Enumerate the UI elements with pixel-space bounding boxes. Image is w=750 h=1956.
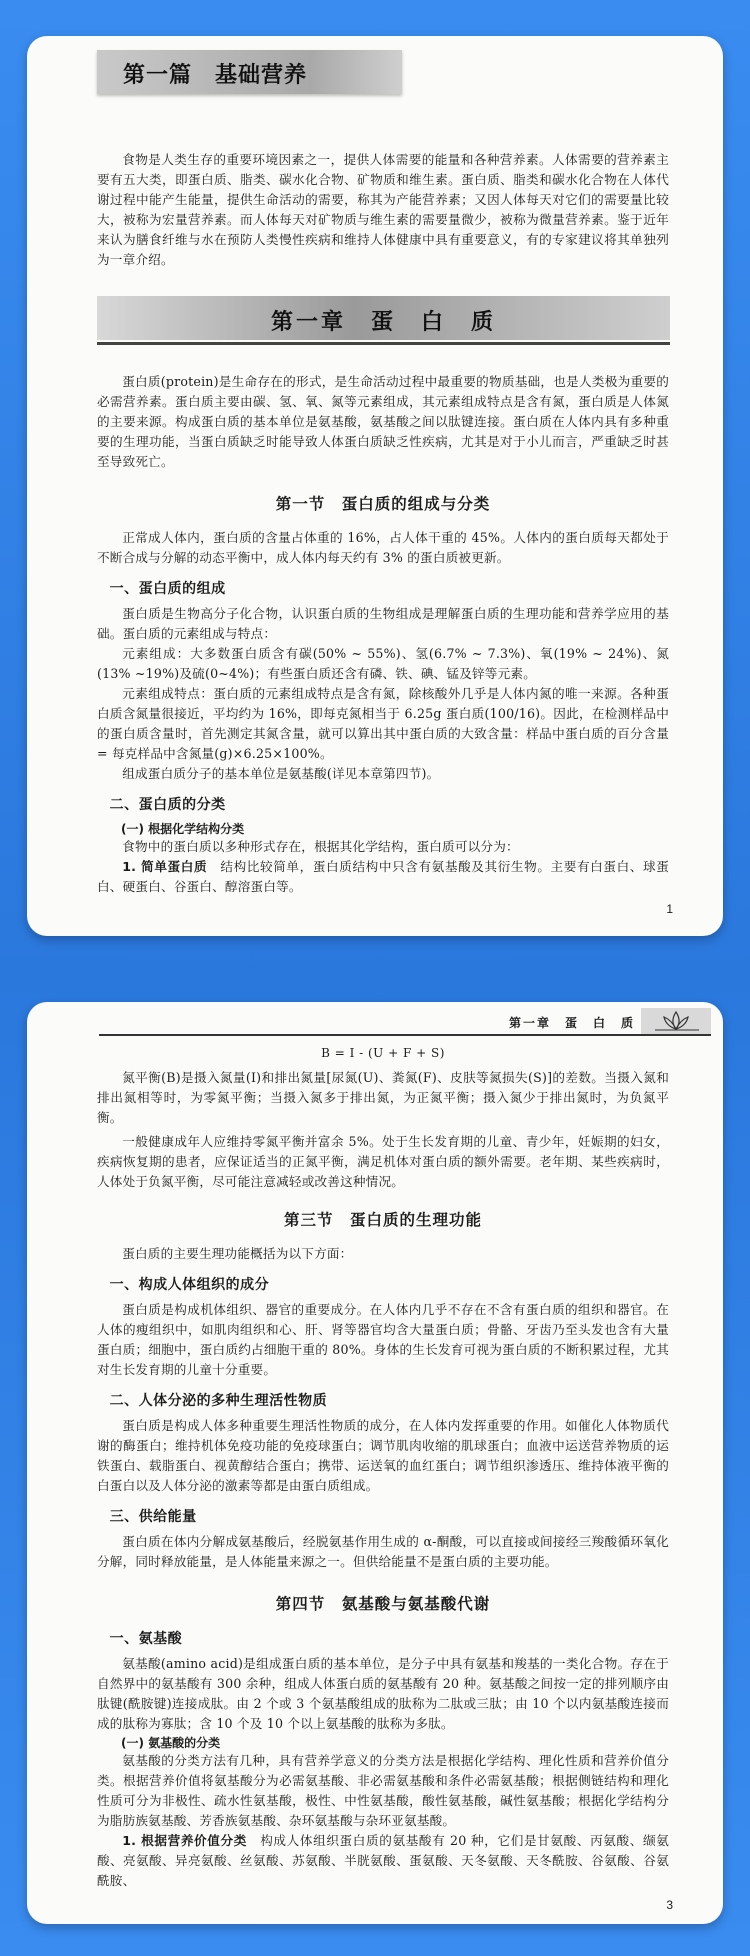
balance-paragraph-2: 一般健康成年人应维持零氮平衡并富余 5%。处于生长发育期的儿童、青少年，妊娠期的妇女，疾病恢复期的患者，应保证适当的正氮平衡，满足机体对蛋白质的额外需要。老年期、某些疾病时，人体处于负氮平衡，尽可能注意减轻或改善这种情况。: [97, 1134, 669, 1189]
heading-function-1: 一、构成人体组织的成分: [109, 1277, 270, 1293]
chapter-body: [97, 372, 669, 897]
book-page-1: [27, 36, 723, 936]
part-intro-paragraph: 食物是人类生存的重要环境因素之一，提供人体需要的能量和各种营养素。人体需要的营养素主要有五大类，即蛋白质、脂类、碳水化合物、矿物质和维生素。蛋白质、脂类和碳水化合物在人体代谢过程中能产生能量，提供生命活动的需要，称其为产能营养素；又因人体每天对它们的需要量比较大，被称为宏量营养素。而人体每天对矿物质与维生素的需要量微少，被称为微量营养素。鉴于近年来认为膳食纤维与水在预防人类慢性疾病和维持人体健康中具有重要意义，有的专家建议将其单独列为一章介绍。: [97, 152, 669, 267]
page-number: 1: [666, 902, 673, 916]
section-4-title: 第四节 氨基酸与氨基酸代谢: [275, 1595, 491, 1613]
classification-item-label: 1. 简单蛋白质: [122, 859, 208, 874]
chapter-title-band: [97, 296, 670, 340]
amino-paragraph-2: 氨基酸的分类方法有几种，具有营养学意义的分类方法是根据化学结构、理化性质和营养价值分类。根据营养价值将氨基酸分为必需氨基酸、非必需氨基酸和条件必需氨基酸；根据侧链结构和理化性质可分为非极性、疏水性氨基酸，极性、中性氨基酸，酸性氨基酸，碱性氨基酸；根据化学结构分为脂肪族氨基酸、芳香族氨基酸、杂环氨基酸与杂环亚氨基酸。: [97, 1753, 669, 1828]
composition-paragraph-1: 蛋白质是生物高分子化合物，认识蛋白质的生物组成是理解蛋白质的生理功能和营养学应用的基础。蛋白质的元素组成与特点：: [97, 606, 669, 641]
classification-paragraph: 食物中的蛋白质以多种形式存在，根据其化学结构，蛋白质可以分为：: [122, 839, 519, 854]
nitrogen-balance-formula: B = I - (U + F + S): [321, 1046, 445, 1060]
running-header-title: 第一章 蛋 白 质: [508, 1016, 635, 1030]
composition-paragraph-2: 元素组成：大多数蛋白质含有碳(50% ~ 55%)、氢(6.7% ~ 7.3%)、氧(19% ~ 24%)、氮(13% ~19%)及硫(0~4%)；有些蛋白质还含有磷、铁、碘、锰及锌等元素。: [97, 646, 669, 681]
page-3-body: [97, 1046, 669, 1891]
chapter-title: 第一章 蛋 白 质: [270, 310, 496, 335]
amino-item: [97, 1831, 669, 1891]
heading-classification: 二、蛋白质的分类: [109, 797, 226, 813]
function-intro: 蛋白质的主要生理功能概括为以下方面：: [122, 1246, 353, 1261]
function-1-paragraph: 蛋白质是构成机体组织、器官的重要成分。在人体内几乎不存在不含有蛋白质的组织和器官。在人体的瘦组织中，如肌肉组织和心、肝、肾等器官均含大量蛋白质；骨骼、牙齿乃至头发也含有大量蛋白质；细胞中，蛋白质约占细胞干重的 80%。身体的生长发育可视为蛋白质的不断积累过程，尤其对生长发育期的儿童十分重要。: [97, 1302, 669, 1377]
book-page-3: [27, 1002, 723, 1924]
composition-paragraph-4: 组成蛋白质分子的基本单位是氨基酸(详见本章第四节)。: [122, 766, 440, 781]
function-3-paragraph: 蛋白质在体内分解成氨基酸后，经脱氨基作用生成的 α-酮酸，可以直接或间接经三羧酸循环氧化分解，同时释放能量，是人体能量来源之一。但供给能量不是蛋白质的主要功能。: [97, 1534, 669, 1569]
heading-composition: 一、蛋白质的组成: [109, 581, 226, 597]
heading-function-3: 三、供给能量: [109, 1509, 197, 1525]
amino-item-text: 构成人体组织蛋白质的氨基酸有 20 种，它们是甘氨酸、丙氨酸、缬氨酸、亮氨酸、异亮氨酸、丝氨酸、苏氨酸、半胱氨酸、蛋氨酸、天冬氨酸、天冬酰胺、谷氨酸、谷氨酰胺、: [97, 1833, 669, 1888]
composition-paragraph-3: 元素组成特点：蛋白质的元素组成特点是含有氮，除核酸外几乎是人体内氮的唯一来源。各种蛋白质含氮量很接近，平均约为 16%，即每克氮相当于 6.25g 蛋白质(100/16)。因此，在检测样品中的蛋白质含量时，首先测定其氮含量，就可以算出其中蛋白质的大致含量：样品中蛋白质的百分含量 = 每克样品中含氮量(g)×6.25×100%。: [97, 686, 669, 761]
function-2-paragraph: 蛋白质是构成人体多种重要生理活性物质的成分，在人体内发挥重要的作用。如催化人体物质代谢的酶蛋白；维持机体免疫功能的免疫球蛋白；调节肌肉收缩的肌球蛋白；血液中运送营养物质的运铁蛋白、载脂蛋白、视黄醇结合蛋白；携带、运送氧的血红蛋白；调节组织渗透压、维持体液平衡的白蛋白以及人体分泌的激素等都是由蛋白质组成。: [97, 1418, 669, 1493]
amino-item-label: 1. 根据营养价值分类: [122, 1833, 247, 1848]
page-number: 3: [666, 1898, 673, 1912]
chapter-divider: [97, 342, 670, 345]
classification-item: [97, 857, 669, 897]
heading-function-2: 二、人体分泌的多种生理活性物质: [109, 1393, 328, 1409]
classification-item-text: 结构比较简单，蛋白质结构中只含有氨基酸及其衍生物。主要有白蛋白、球蛋白、硬蛋白、谷蛋白、醇溶蛋白等。: [97, 859, 669, 894]
section-1-title: 第一节 蛋白质的组成与分类: [275, 495, 491, 513]
heading-amino-classification: (一) 氨基酸的分类: [121, 1736, 221, 1750]
section-3-title: 第三节 蛋白质的生理功能: [283, 1211, 482, 1229]
part-title-band: [97, 50, 402, 94]
lotus-ornament-icon: [641, 1008, 711, 1034]
part-intro-block: [97, 150, 669, 270]
heading-by-structure: (一) 根据化学结构分类: [121, 822, 245, 836]
section-1-paragraph: 正常成人体内，蛋白质的含量占体重的 16%，占人体干重的 45%。人体内的蛋白质每天都处于不断合成与分解的动态平衡中，成人体内每天约有 3% 的蛋白质被更新。: [97, 530, 669, 565]
amino-paragraph-1: 氨基酸(amino acid)是组成蛋白质的基本单位，是分子中具有氨基和羧基的一类化合物。存在于自然界中的氨基酸有 300 余种，组成人体蛋白质的氨基酸有 20 种。氨基酸之间按一定的排列顺序由肽键(酰胺键)连接成肽。由 2 个或 3 个氨基酸组成的肽称为二肽或三肽；由 10 个以内氨基酸连接而成的肽称为寡肽；含 10 个及 10 个以上氨基酸的肽称为多肽。: [97, 1656, 669, 1731]
chapter-intro-paragraph: 蛋白质(protein)是生命存在的形式，是生命活动过程中最重要的物质基础，也是人类极为重要的必需营养素。蛋白质主要由碳、氢、氧、氮等元素组成，其元素组成特点是含有氮，蛋白质是人体氮的主要来源。构成蛋白质的基本单位是氨基酸，氨基酸之间以肽键连接。蛋白质在人体内具有多种重要的生理功能，当蛋白质缺乏时能导致人体蛋白质缺乏性疾病，尤其是对于小儿而言，严重缺乏时甚至导致死亡。: [97, 374, 669, 469]
heading-amino-acid: 一、氨基酸: [109, 1631, 183, 1647]
running-header: [99, 1012, 711, 1036]
balance-paragraph-1: 氮平衡(B)是摄入氮量(I)和排出氮量[尿氮(U)、粪氮(F)、皮肤等氮损失(S)]的差数。当摄入氮和排出氮相等时，为零氮平衡；当摄入氮多于排出氮，为正氮平衡；摄入氮少于排出氮时，为负氮平衡。: [97, 1070, 669, 1125]
part-title: 第一篇 基础营养: [123, 63, 308, 88]
